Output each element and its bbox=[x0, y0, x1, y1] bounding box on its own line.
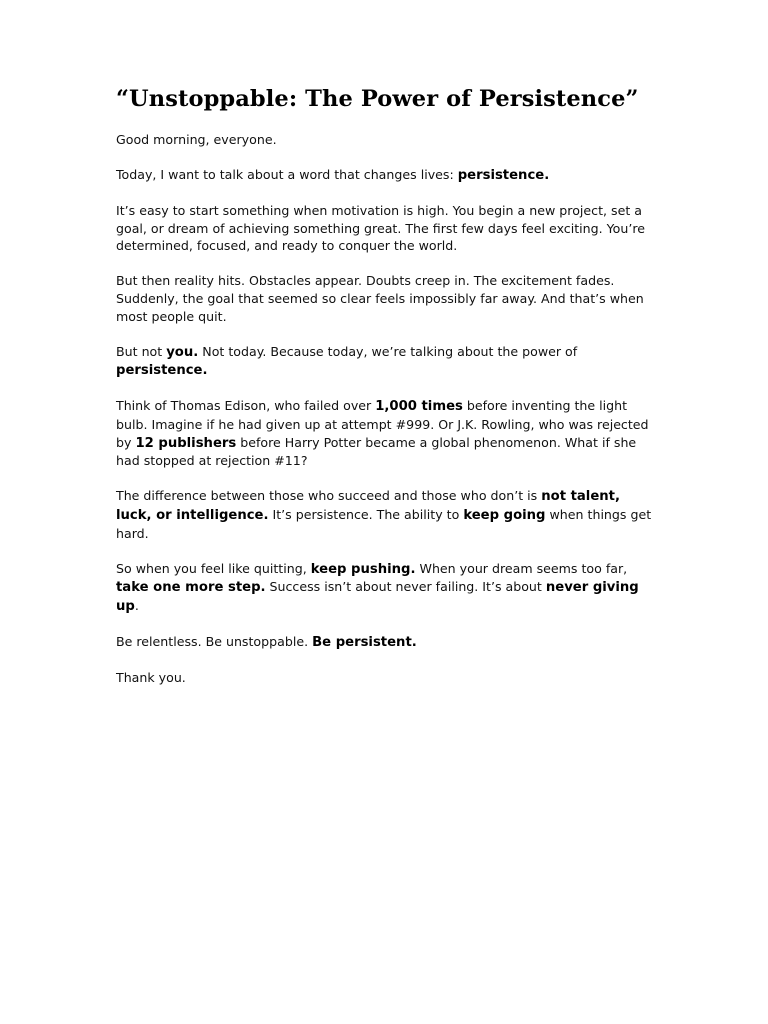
paragraph bbox=[116, 131, 656, 149]
text-run: When your dream seems too far, bbox=[415, 560, 628, 576]
text-run: Be relentless. Be unstoppable. bbox=[116, 633, 313, 649]
paragraph bbox=[116, 272, 656, 325]
text-run: when things get hard. bbox=[116, 506, 652, 541]
text-run: But not bbox=[116, 343, 167, 359]
text-run: But then reality hits. Obstacles appear. Doubts creep in. The excitement fades. Suddenly, the goal that seemed so clear feels impossibly far away. And that’s when most people quit. bbox=[116, 273, 644, 324]
bold-text: not talent, luck, or intelligence. bbox=[116, 489, 620, 523]
paragraph bbox=[116, 669, 656, 687]
bold-text: never giving up bbox=[116, 580, 639, 614]
text-run: Not today. Because today, we’re talking about the power of bbox=[198, 343, 578, 359]
text-run: It’s persistence. The ability to bbox=[268, 506, 464, 522]
bold-text: persistence. bbox=[457, 168, 550, 184]
text-run: Think of Thomas Edison, who failed over bbox=[116, 398, 376, 414]
text-run: Good morning, everyone. bbox=[116, 132, 277, 147]
bold-text: Be persistent. bbox=[312, 634, 417, 650]
paragraph bbox=[116, 487, 656, 542]
bold-text: 12 publishers bbox=[135, 435, 237, 451]
paragraph bbox=[116, 633, 656, 652]
text-run: before Harry Potter became a global phenomenon. What if she had stopped at rejection #11? bbox=[116, 434, 637, 469]
bold-text: take one more step. bbox=[116, 580, 266, 596]
text-run: The difference between those who succeed and those who don’t is bbox=[116, 488, 542, 504]
paragraph bbox=[116, 343, 656, 380]
paragraph bbox=[116, 166, 656, 185]
bold-text: persistence. bbox=[116, 363, 208, 379]
text-run: . bbox=[134, 597, 139, 613]
text-run: Thank you. bbox=[116, 669, 186, 685]
paragraph-list bbox=[116, 131, 656, 687]
text-run: Success isn’t about never failing. It’s about bbox=[265, 579, 546, 595]
paragraph bbox=[116, 397, 656, 469]
text-run: So when you feel like quitting, bbox=[116, 560, 311, 576]
bold-text: you. bbox=[166, 344, 199, 360]
text-run: It’s easy to start something when motivation is high. You begin a new project, set a goal, or dream of achieving something great. The first few days feel exciting. You’re determined, focused, and ready to conquer the world. bbox=[116, 203, 646, 254]
paragraph bbox=[116, 202, 656, 255]
document-title: “Unstoppable: The Power of Persistence” bbox=[116, 86, 639, 112]
text-run: Today, I want to talk about a word that changes lives: bbox=[116, 167, 458, 183]
document-body bbox=[116, 86, 656, 704]
bold-text: 1,000 times bbox=[375, 399, 463, 415]
bold-text: keep going bbox=[463, 507, 546, 523]
text-run: before inventing the light bulb. Imagine if he had given up at attempt #999. Or J.K. Rowling, who was rejected by bbox=[116, 398, 649, 450]
bold-text: keep pushing. bbox=[310, 561, 416, 577]
paragraph bbox=[116, 560, 656, 616]
